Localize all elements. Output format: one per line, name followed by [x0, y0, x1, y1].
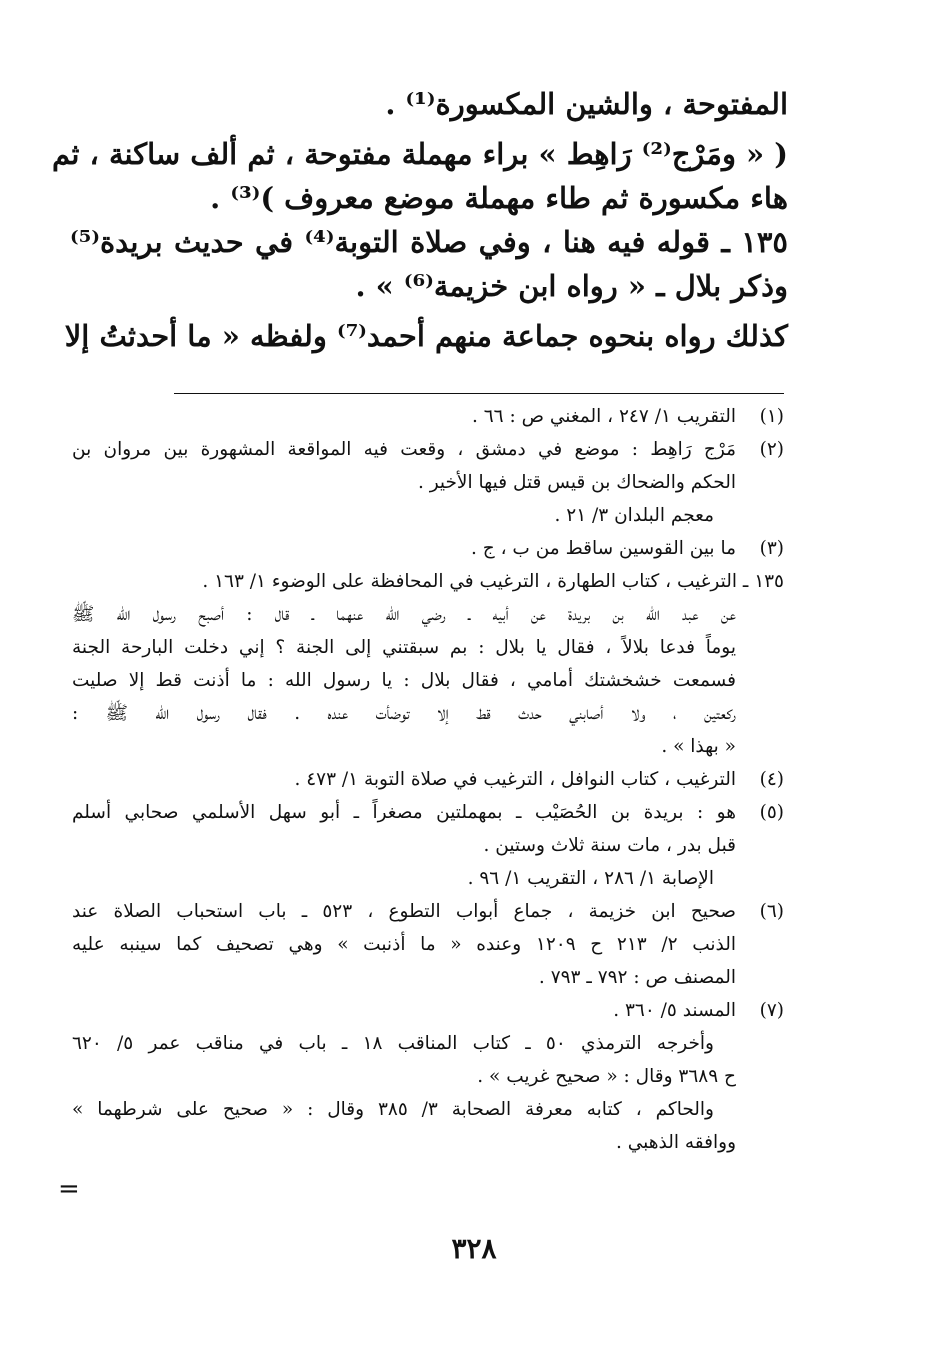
page-number: ٣٢٨ [451, 1232, 497, 1265]
footnote-line: الإصابة ١/ ٢٨٦ ، التقريب ١/ ٩٦ . [467, 868, 714, 889]
footnote-5 [72, 796, 784, 895]
footnote-line: ما بين القوسين ساقط من ب ، ج . [470, 538, 736, 559]
footnote-line: يوماً فدعا بلالاً ، فقال يا بلال : بم سبقتني إلى الجنة ؟ إني دخلت البارحة الجنة [72, 637, 736, 658]
main-line: ١٣٥ ـ قوله فيه هنا ، وفي صلاة التوبة⁽⁴⁾ في حديث بريدة⁽⁵⁾ [70, 225, 788, 259]
footnote-1 [72, 400, 784, 433]
footnote-line: مَرْج رَاهِط : موضع في دمشق ، وقعت فيه المواقعة المشهورة بين مروان بن [72, 439, 736, 460]
footnotes [72, 400, 784, 1159]
footnote-number: (٢) [759, 439, 784, 460]
footnote-number: (٦) [759, 901, 784, 922]
footnote-135 [72, 565, 784, 763]
footnote-7 [72, 994, 784, 1159]
footnote-number: (١) [759, 406, 784, 427]
main-line: كذلك رواه بنحوه جماعة منهم أحمد⁽⁷⁾ ولفظه « ما أحدثتُ إلا [64, 319, 788, 353]
footnote-line: المسند ٥/ ٣٦٠ . [613, 1000, 736, 1021]
footnote-line: الترغيب ، كتاب النوافل ، الترغيب في صلاة التوبة ١/ ٤٧٣ . [294, 769, 736, 790]
main-text [52, 84, 788, 360]
footnote-line: فسمعت خشخشتك أمامي ، فقال بلال : يا رسول الله : ما أذنت قط إلا صليت [72, 670, 736, 691]
footnote-line: عن عبد الله بن بريدة عن أبيه ـ رضي الله عنهما ـ قال : أصبح رسول الله ﷺ [72, 604, 736, 625]
footnote-line: صحيح ابن خزيمة ، جماع أبواب التطوع ، ٥٢٣ ـ باب استحباب الصلاة عند [72, 901, 736, 922]
footnote-number: (٤) [759, 769, 784, 790]
footnote-line: الذنب ٢/ ٢١٣ ح ١٢٠٩ وعنده « ما أذنبت » وهي تصحيف كما سينبه عليه [72, 934, 737, 955]
footnote-number: (٣) [759, 538, 784, 559]
main-line: هاء مكسورة ثم طاء مهملة موضع معروف )⁽³⁾ . [210, 181, 788, 215]
footnote-4 [72, 763, 784, 796]
footnote-2 [72, 433, 784, 532]
footnote-line: ركعتين ، ولا أصابني حدث قط إلا توضأت عنده . فقال رسول الله ﷺ : [72, 703, 736, 724]
footnote-number: (٧) [759, 1000, 784, 1021]
footnote-line: وأخرجه الترمذي ٥٠ ـ كتاب المناقب ١٨ ـ باب في مناقب عمر ٥/ ٦٢٠ [72, 1033, 714, 1054]
footnote-line: « بهذا » . [661, 736, 736, 757]
footnote-separator [174, 393, 784, 394]
main-line: وذكر بلال ـ « رواه ابن خزيمة⁽⁶⁾ » . [355, 269, 788, 303]
continuation-mark: = [58, 1174, 80, 1204]
footnote-line: والحاكم ، كتابه معرفة الصحابة ٣/ ٣٨٥ وقال : « صحيح على شرطهما » [72, 1099, 714, 1120]
footnote-3 [72, 532, 784, 565]
footnote-line: قبل بدر ، مات سنة ثلاث وستين . [483, 835, 736, 856]
footnote-line: المصنف ص : ٧٩٢ ـ ٧٩٣ . [538, 967, 736, 988]
footnote-6 [72, 895, 784, 994]
footnote-line: الحكم والضحاك بن قيس قتل فيها الأخير . [417, 472, 736, 493]
footnote-line: ١٣٥ ـ الترغيب ، كتاب الطهارة ، الترغيب في المحافظة على الوضوء ١/ ١٦٣ . [202, 571, 784, 592]
footnote-line: ووافقه الذهبي . [615, 1132, 736, 1153]
footnote-number: (٥) [759, 802, 784, 823]
main-line: المفتوحة ، والشين المكسورة⁽¹⁾ . [385, 87, 788, 121]
footnote-line: هو : بريدة بن الحُصَيْب ـ بمهملتين مصغراً ـ أبو سهل الأسلمي صحابي أسلم [72, 802, 736, 823]
footnote-line: التقريب ١/ ٢٤٧ ، المغني ص : ٦٦ . [471, 406, 736, 427]
footnote-line: معجم البلدان ٣/ ٢١ . [554, 505, 714, 526]
main-line: ( « ومَرْج⁽²⁾ رَاهِط » براء مهملة مفتوحة ، ثم ألف ساكنة ، ثم [52, 137, 788, 171]
footnote-line: ح ٣٦٨٩ وقال : « صحيح غريب » . [477, 1066, 736, 1087]
